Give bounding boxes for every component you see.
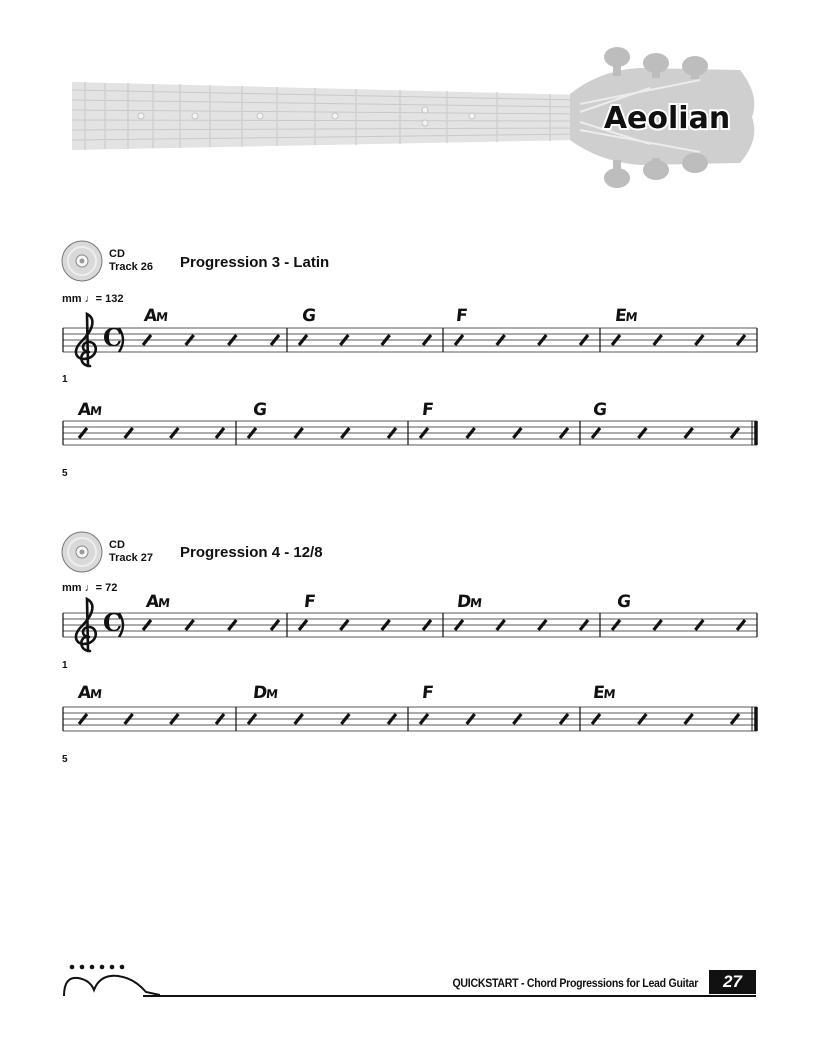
- chord-symbol: AM: [144, 592, 170, 612]
- chord-symbol: F: [420, 400, 434, 420]
- tempo-marking: mm ♩= 72: [62, 582, 118, 594]
- chord-symbol: F: [454, 306, 468, 326]
- chord-symbol: G: [251, 400, 268, 420]
- chord-symbol: AM: [142, 306, 168, 326]
- chord-symbol: F: [302, 592, 316, 612]
- chord-symbol: DM: [251, 683, 278, 703]
- cd-track-number: Track 26: [109, 261, 154, 273]
- chord-symbol: AM: [76, 683, 102, 703]
- book-title: QUICKSTART - Chord Progressions for Lead Guitar: [452, 976, 698, 990]
- measure-number: 5: [62, 754, 68, 765]
- chord-symbol: F: [420, 683, 434, 703]
- chord-symbol: EM: [613, 306, 638, 326]
- common-time-icon: C: [103, 323, 123, 352]
- cd-label-line1: CD: [109, 248, 125, 260]
- chord-symbol: EM: [591, 683, 616, 703]
- chord-symbol: AM: [76, 400, 102, 420]
- cd-track-number: Track 27: [109, 552, 154, 564]
- page-number: 27: [709, 970, 756, 994]
- tempo-marking: mm ♩= 132: [62, 293, 124, 305]
- progression-title: Progression 3 - Latin: [180, 254, 330, 271]
- mode-title: Aeolian: [603, 101, 731, 136]
- footer-rule: [143, 995, 756, 997]
- measure-number: 5: [62, 468, 68, 479]
- common-time-icon: C: [103, 608, 123, 637]
- chord-symbol: G: [615, 592, 632, 612]
- chord-symbol: G: [300, 306, 317, 326]
- measure-number: 1: [62, 660, 68, 671]
- chord-symbol: G: [591, 400, 608, 420]
- cd-label-line1: CD: [109, 539, 125, 551]
- measure-number: 1: [62, 374, 68, 385]
- chord-symbol: DM: [455, 592, 482, 612]
- progression-title: Progression 4 - 12/8: [180, 544, 323, 561]
